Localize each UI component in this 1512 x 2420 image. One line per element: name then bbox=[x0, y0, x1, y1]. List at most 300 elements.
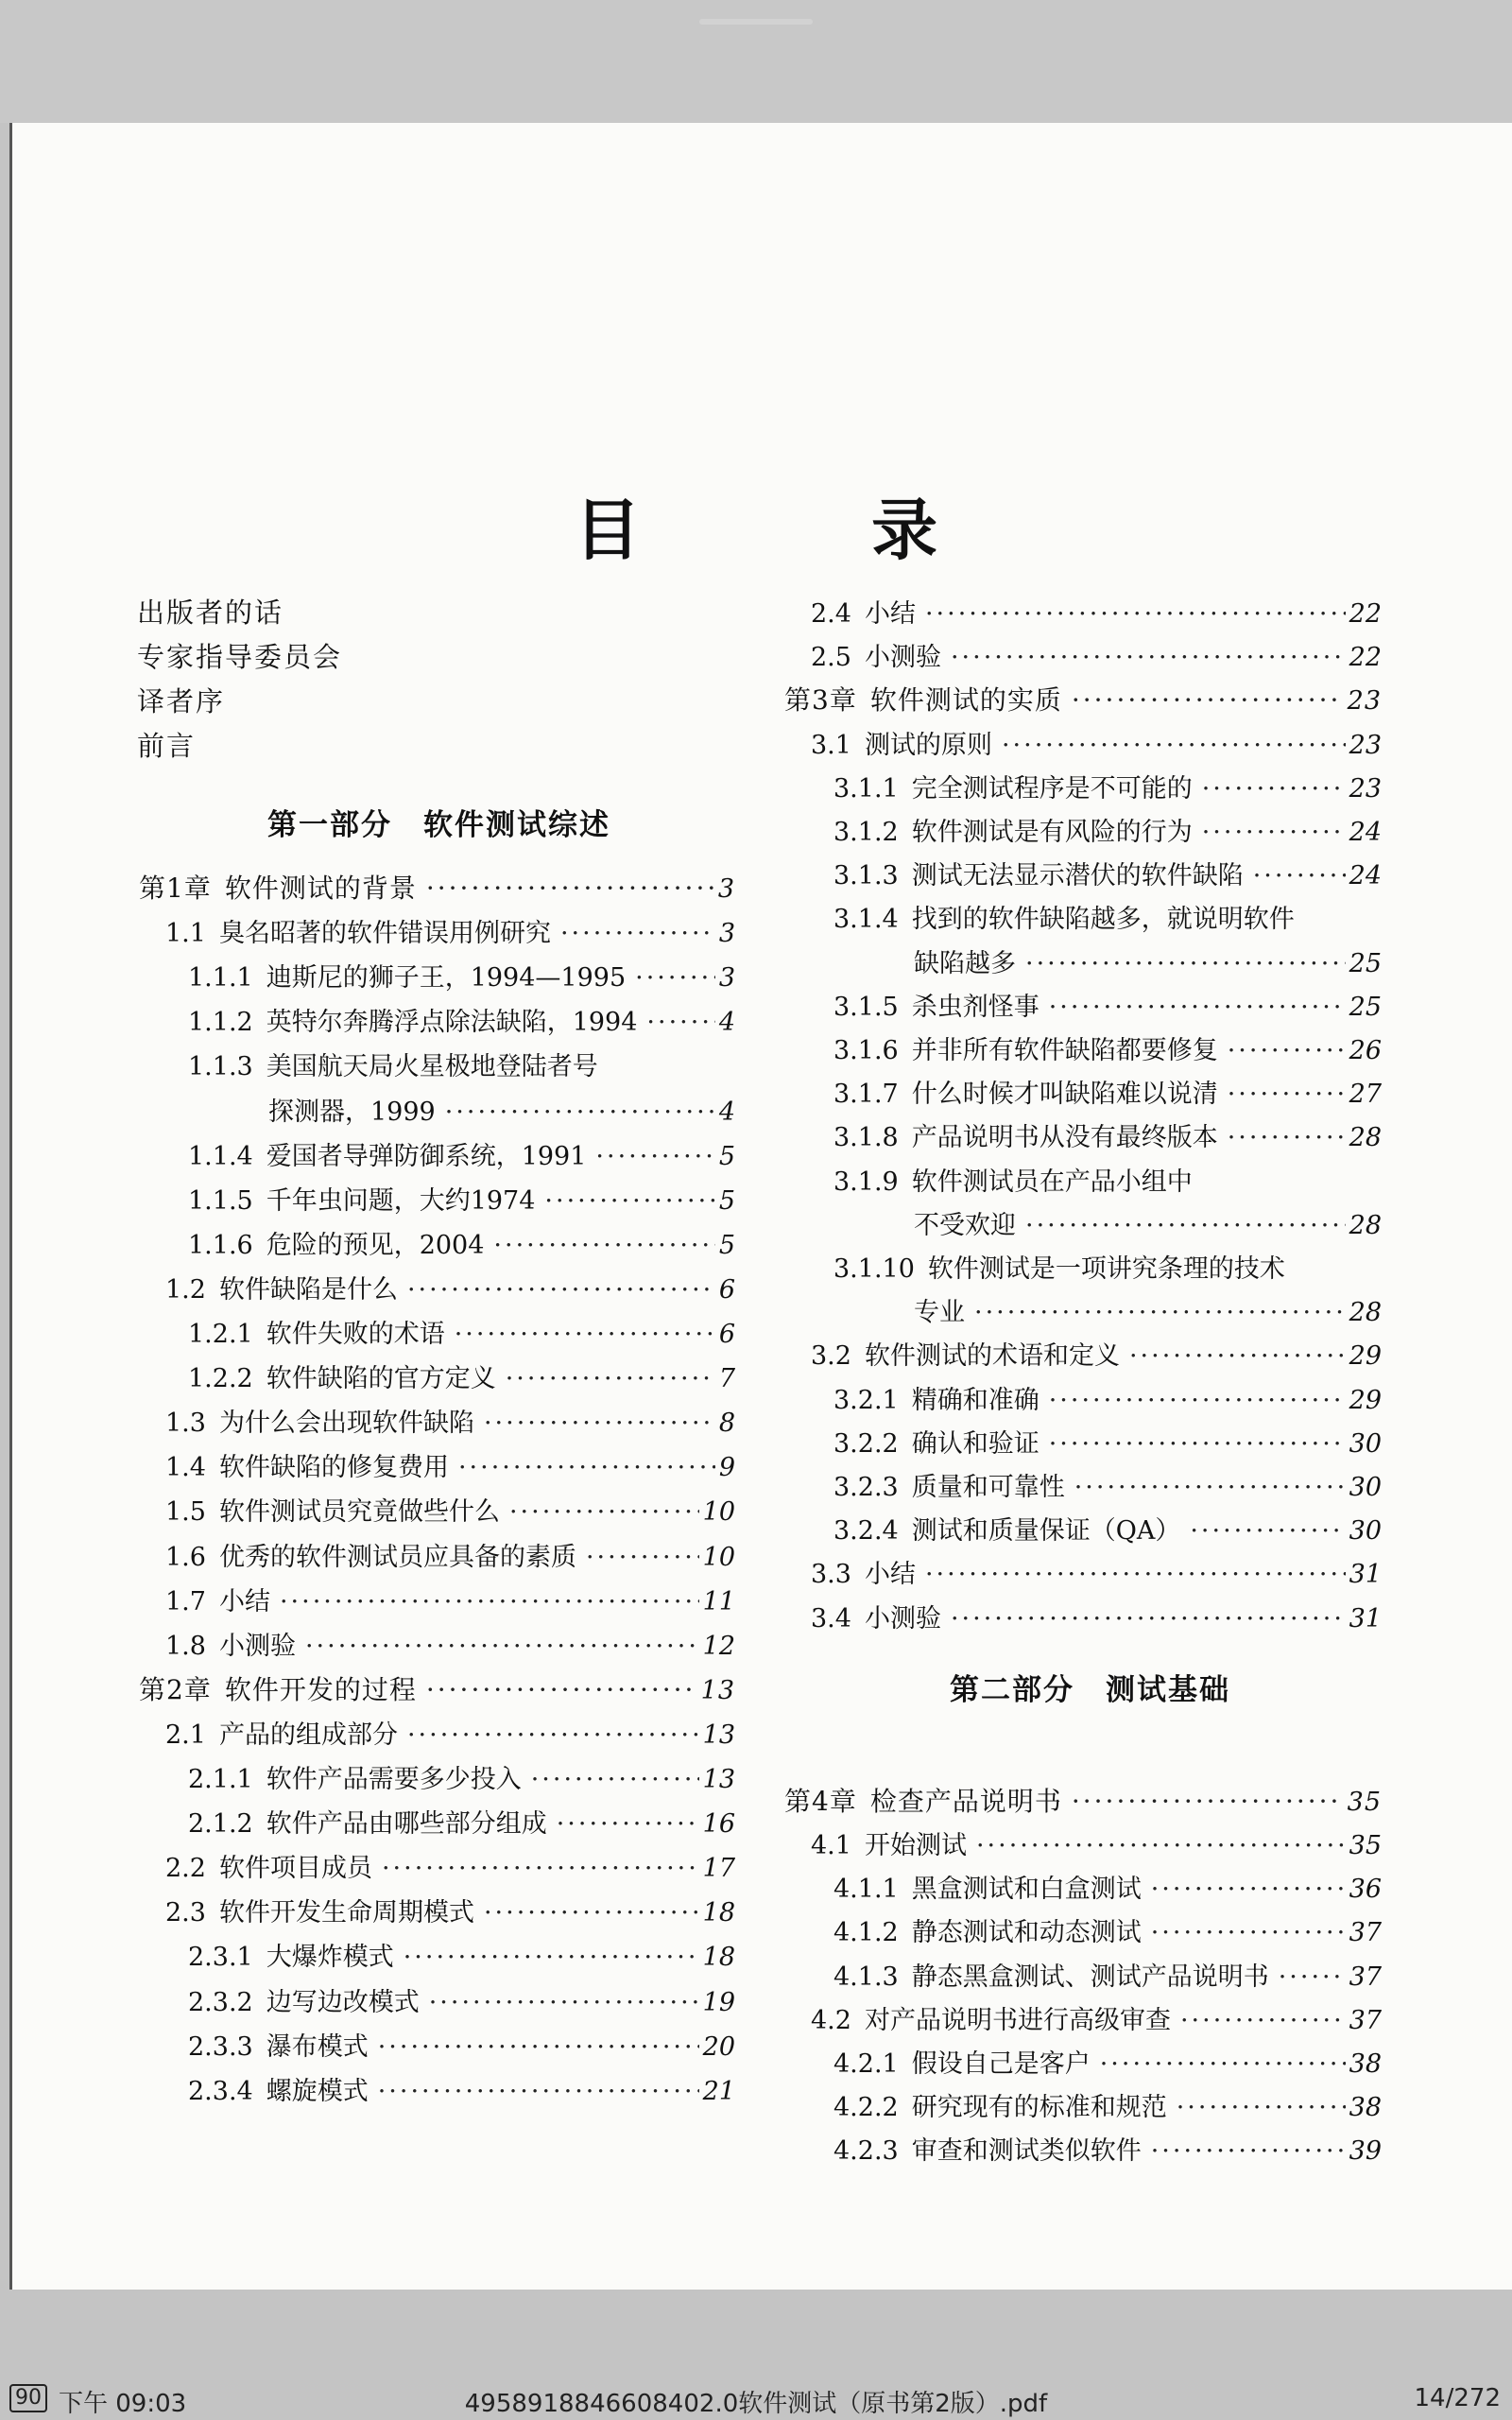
leader-dots bbox=[429, 1988, 699, 2017]
toc-entry[interactable] bbox=[833, 1911, 1382, 1948]
toc-entry-title: 千年虫问题，大约1974 bbox=[266, 1185, 536, 1216]
toc-entry[interactable] bbox=[811, 593, 1382, 630]
toc-page-number: 29 bbox=[1349, 1385, 1382, 1415]
toc-entry-title: 小结 bbox=[864, 599, 916, 629]
toc-entry-title: 测试无法显示潜伏的软件缺陷 bbox=[911, 861, 1244, 891]
toc-entry-title: 软件缺陷的官方定义 bbox=[266, 1364, 496, 1394]
toc-entry[interactable] bbox=[811, 636, 1382, 673]
toc-entry[interactable] bbox=[811, 724, 1382, 761]
toc-page-number: 3 bbox=[718, 919, 735, 949]
toc-entry-continued[interactable] bbox=[914, 942, 1382, 979]
toc-entry[interactable] bbox=[833, 768, 1382, 804]
front-matter-item[interactable]: 出版者的话 bbox=[137, 596, 284, 629]
leader-dots bbox=[493, 1231, 714, 1260]
toc-entry[interactable] bbox=[165, 1269, 735, 1305]
leader-dots bbox=[1049, 1429, 1346, 1459]
toc-entry-number: 1.1.2 bbox=[188, 1008, 253, 1038]
status-bar bbox=[0, 2373, 1512, 2420]
toc-entry-number: 1.1 bbox=[165, 919, 206, 949]
toc-entry-continued[interactable] bbox=[268, 1091, 735, 1128]
toc-entry-title: 软件产品由哪些部分组成 bbox=[266, 1809, 547, 1840]
toc-entry-title: 软件测试是一项讲究条理的技术 bbox=[927, 1254, 1285, 1284]
leader-dots bbox=[951, 1604, 1346, 1634]
toc-entry-number: 3.3 bbox=[811, 1560, 851, 1590]
leader-dots bbox=[426, 1674, 697, 1705]
toc-page-number: 39 bbox=[1349, 2136, 1382, 2167]
toc-page-number: 28 bbox=[1349, 1298, 1382, 1328]
toc-entry[interactable] bbox=[165, 1536, 735, 1573]
toc-entry-title: 小测验 bbox=[864, 643, 941, 673]
toc-entry[interactable] bbox=[833, 1161, 1382, 1198]
front-matter-item[interactable]: 译者序 bbox=[137, 685, 226, 717]
toc-page-number: 25 bbox=[1349, 992, 1382, 1022]
toc-entry[interactable] bbox=[833, 1466, 1382, 1503]
leader-dots bbox=[382, 1854, 699, 1883]
toc-page-number: 17 bbox=[702, 1854, 735, 1884]
toc-entry-number: 2.3.2 bbox=[188, 1987, 253, 2017]
toc-entry-number: 2.3 bbox=[165, 1898, 206, 1928]
toc-entry[interactable] bbox=[784, 1781, 1382, 1819]
toc-entry-number: 1.1.1 bbox=[188, 963, 253, 994]
toc-entry-number: 1.5 bbox=[165, 1497, 206, 1528]
toc-entry-number: 2.3.3 bbox=[188, 2031, 253, 2062]
toc-entry-number: 1.3 bbox=[165, 1409, 206, 1439]
toc-entry-number: 第3章 bbox=[784, 684, 857, 717]
toc-entry[interactable] bbox=[811, 1335, 1382, 1372]
toc-entry[interactable] bbox=[811, 1999, 1382, 2036]
toc-entry-title: 危险的预见，2004 bbox=[266, 1230, 485, 1260]
toc-page-number: 23 bbox=[1349, 773, 1382, 804]
toc-page-number: 5 bbox=[718, 1185, 735, 1216]
toc-entry-title: 软件产品需要多少投入 bbox=[266, 1765, 522, 1794]
toc-page-number: 23 bbox=[1349, 730, 1382, 760]
toc-entry-number: 3.1.1 bbox=[833, 773, 899, 804]
leader-dots bbox=[484, 1898, 699, 1927]
toc-entry[interactable] bbox=[833, 855, 1382, 891]
toc-entry[interactable] bbox=[833, 986, 1382, 1023]
toc-entry[interactable] bbox=[188, 1357, 735, 1394]
leader-dots bbox=[1190, 1516, 1345, 1546]
leader-dots bbox=[404, 1943, 699, 1972]
toc-entry[interactable] bbox=[165, 1491, 735, 1528]
toc-entry[interactable] bbox=[165, 1581, 735, 1617]
toc-entry-number: 3.1.5 bbox=[833, 992, 899, 1022]
toc-entry-title: 产品说明书从没有最终版本 bbox=[911, 1123, 1218, 1153]
toc-entry[interactable] bbox=[833, 1029, 1382, 1066]
leader-dots bbox=[407, 1275, 715, 1305]
toc-entry-number: 1.2.1 bbox=[188, 1320, 253, 1349]
toc-entry-title: 瀑布模式 bbox=[266, 2031, 369, 2062]
part-heading: 第二部分 测试基础 bbox=[950, 1673, 1230, 1707]
toc-page-number: 6 bbox=[718, 1274, 735, 1305]
toc-page-number: 8 bbox=[718, 1409, 735, 1439]
leader-dots bbox=[378, 2077, 699, 2106]
leader-dots bbox=[1202, 774, 1346, 804]
leader-dots bbox=[407, 1720, 699, 1750]
front-matter-item[interactable]: 专家指导委员会 bbox=[137, 641, 343, 673]
toc-entry-number: 3.1.4 bbox=[833, 905, 899, 935]
toc-entry-number: 2.3.1 bbox=[188, 1943, 253, 1973]
toc-entry-number: 3.2.1 bbox=[833, 1385, 899, 1415]
leader-dots bbox=[1228, 1036, 1346, 1065]
toc-entry[interactable] bbox=[165, 1402, 735, 1439]
toc-page-number: 31 bbox=[1349, 1603, 1382, 1634]
toc-entry[interactable] bbox=[188, 1046, 735, 1082]
toc-entry-number: 4.1.2 bbox=[833, 1918, 899, 1948]
toc-entry-number: 3.1.9 bbox=[833, 1167, 899, 1197]
toc-page-number: 10 bbox=[702, 1542, 735, 1572]
toc-entry-number: 3.1.8 bbox=[833, 1123, 899, 1153]
toc-entry-number: 1.2 bbox=[165, 1274, 206, 1305]
leader-dots bbox=[951, 643, 1346, 672]
toc-entry-number: 1.1.4 bbox=[188, 1141, 253, 1171]
leader-dots bbox=[976, 1831, 1346, 1860]
toc-page-number: 31 bbox=[1349, 1560, 1382, 1590]
toc-entry-number: 3.1.2 bbox=[833, 818, 899, 847]
leader-dots bbox=[1025, 1211, 1346, 1240]
toc-page-number: 6 bbox=[718, 1320, 735, 1349]
toc-entry-title: 爱国者导弹防御系统，1991 bbox=[266, 1141, 587, 1171]
toc-page-number: 13 bbox=[702, 1765, 735, 1794]
toc-page-number: 38 bbox=[1349, 2049, 1382, 2079]
toc-entry[interactable] bbox=[165, 1446, 735, 1483]
leader-dots bbox=[1100, 2049, 1346, 2079]
toc-page-number: 18 bbox=[702, 1943, 735, 1973]
toc-page-number: 20 bbox=[702, 2031, 735, 2062]
toc-entry[interactable] bbox=[188, 2026, 735, 2063]
leader-dots bbox=[458, 1453, 715, 1482]
front-matter-item[interactable]: 前言 bbox=[137, 730, 197, 762]
toc-entry-title: 开始测试 bbox=[864, 1831, 967, 1860]
toc-page-number: 19 bbox=[702, 1987, 735, 2017]
toc-entry[interactable] bbox=[188, 2070, 735, 2107]
toc-entry[interactable] bbox=[811, 1553, 1382, 1590]
toc-entry-title: 美国航天局火星极地登陆者号 bbox=[266, 1052, 598, 1082]
leader-dots bbox=[426, 873, 714, 904]
toc-entry-number: 1.1.3 bbox=[188, 1052, 253, 1082]
toc-page-number: 37 bbox=[1349, 1962, 1382, 1992]
leader-dots bbox=[974, 1298, 1346, 1327]
toc-entry-title: 优秀的软件测试员应具备的素质 bbox=[218, 1542, 576, 1572]
leader-dots bbox=[305, 1632, 699, 1661]
toc-page-number: 30 bbox=[1349, 1473, 1382, 1502]
toc-page-number: 3 bbox=[717, 874, 735, 904]
leader-dots bbox=[635, 963, 715, 993]
toc-entry[interactable] bbox=[188, 957, 735, 994]
toc-entry[interactable] bbox=[139, 1669, 735, 1707]
toc-page-number: 21 bbox=[702, 2076, 735, 2106]
toc-entry[interactable] bbox=[833, 2130, 1382, 2167]
toc-entry-number: 4.2.2 bbox=[833, 2093, 899, 2123]
toc-entry-title: 缺陷越多 bbox=[914, 948, 1016, 978]
toc-entry-title: 软件测试员究竟做些什么 bbox=[218, 1497, 500, 1528]
toc-entry-number: 第2章 bbox=[139, 1673, 212, 1705]
leader-dots bbox=[445, 1098, 715, 1127]
toc-page-number: 37 bbox=[1349, 1918, 1382, 1948]
toc-entry-number: 3.4 bbox=[811, 1603, 851, 1634]
toc-entry-title: 边写边改模式 bbox=[266, 1987, 420, 2017]
toc-page-number: 18 bbox=[702, 1898, 735, 1928]
toc-page-number: 5 bbox=[718, 1141, 735, 1171]
toc-entry-number: 3.2.3 bbox=[833, 1473, 899, 1502]
toc-entry[interactable] bbox=[833, 1248, 1382, 1285]
leader-dots bbox=[1228, 1123, 1346, 1152]
toc-page-number: 35 bbox=[1347, 1787, 1382, 1817]
toc-entry-title: 确认和验证 bbox=[911, 1428, 1040, 1459]
leader-dots bbox=[925, 599, 1346, 629]
toc-entry-title: 静态测试和动态测试 bbox=[911, 1918, 1142, 1948]
toc-page-number: 36 bbox=[1349, 1875, 1382, 1905]
toc-entry-number: 3.2.2 bbox=[833, 1428, 899, 1459]
leader-dots bbox=[544, 1186, 714, 1216]
leader-dots bbox=[1151, 1875, 1346, 1904]
toc-page-number: 22 bbox=[1349, 643, 1382, 673]
leader-dots bbox=[560, 919, 715, 948]
toc-entry[interactable] bbox=[833, 1073, 1382, 1110]
toc-entry-number: 3.1.10 bbox=[833, 1254, 915, 1284]
toc-entry[interactable] bbox=[833, 811, 1382, 848]
toc-entry[interactable] bbox=[833, 2086, 1382, 2123]
leader-dots bbox=[1228, 1080, 1346, 1109]
toc-entry-number: 3.1 bbox=[811, 730, 851, 760]
toc-page-number: 16 bbox=[702, 1809, 735, 1840]
toc-page-number: 28 bbox=[1349, 1123, 1382, 1153]
toc-entry-title: 迪斯尼的狮子王，1994—1995 bbox=[266, 963, 627, 994]
toc-page-number: 13 bbox=[700, 1675, 735, 1705]
leader-dots bbox=[595, 1142, 714, 1171]
toc-entry-number: 1.2.2 bbox=[188, 1364, 253, 1394]
toc-page-number: 38 bbox=[1349, 2093, 1382, 2123]
toc-entry-number: 2.1 bbox=[165, 1720, 206, 1750]
toc-entry-number: 4.1.3 bbox=[833, 1962, 899, 1992]
toc-entry-title: 为什么会出现软件缺陷 bbox=[218, 1409, 474, 1439]
toc-page-number: 25 bbox=[1349, 948, 1382, 978]
toc-page-number: 29 bbox=[1349, 1341, 1382, 1372]
toc-entry[interactable] bbox=[833, 1510, 1382, 1547]
toc-entry-title: 找到的软件缺陷越多，就说明软件 bbox=[911, 905, 1295, 935]
leader-dots bbox=[646, 1008, 714, 1037]
toc-entry[interactable] bbox=[784, 680, 1382, 717]
toc-entry-title: 软件测试的术语和定义 bbox=[864, 1341, 1120, 1372]
toc-entry-number: 1.1.6 bbox=[188, 1230, 253, 1260]
toc-entry-title: 软件项目成员 bbox=[218, 1854, 372, 1884]
leader-dots bbox=[1072, 1786, 1344, 1817]
toc-page-number: 30 bbox=[1349, 1428, 1382, 1459]
leader-dots bbox=[1202, 818, 1346, 847]
toc-entry-title: 静态黑盒测试、测试产品说明书 bbox=[911, 1962, 1269, 1992]
toc-entry-number: 2.4 bbox=[811, 599, 851, 629]
toc-page-number: 3 bbox=[718, 963, 735, 994]
toc-entry-title: 测试的原则 bbox=[864, 730, 992, 760]
toc-entry-title: 杀虫剂怪事 bbox=[911, 992, 1040, 1022]
toc-entry-title: 小结 bbox=[218, 1586, 270, 1616]
toc-entry-title: 探测器，1999 bbox=[268, 1097, 436, 1127]
toc-entry[interactable] bbox=[833, 1116, 1382, 1153]
page-title: 目 录 bbox=[574, 491, 1042, 569]
toc-entry-title: 软件缺陷是什么 bbox=[218, 1274, 398, 1305]
toc-entry[interactable] bbox=[188, 1758, 735, 1795]
page-counter[interactable]: 14/272 bbox=[1414, 2384, 1501, 2412]
toc-entry-title: 软件测试的实质 bbox=[869, 684, 1062, 717]
toc-entry-title: 小测验 bbox=[218, 1631, 296, 1661]
toc-entry-number: 3.1.7 bbox=[833, 1080, 899, 1110]
toc-entry-continued[interactable] bbox=[914, 1291, 1382, 1328]
toc-entry-number: 4.1.1 bbox=[833, 1875, 899, 1905]
toc-entry[interactable] bbox=[833, 898, 1382, 935]
toc-entry[interactable] bbox=[833, 1379, 1382, 1416]
toc-entry[interactable] bbox=[811, 1824, 1382, 1861]
toc-entry[interactable] bbox=[165, 912, 735, 949]
toc-page-number: 10 bbox=[702, 1497, 735, 1528]
toc-entry[interactable] bbox=[833, 1868, 1382, 1905]
drag-handle[interactable] bbox=[699, 19, 813, 25]
clock: 下午 09:03 bbox=[59, 2390, 187, 2418]
toc-entry-number: 2.3.4 bbox=[188, 2076, 253, 2106]
toc-page-number: 24 bbox=[1349, 818, 1382, 847]
toc-page-number: 23 bbox=[1347, 686, 1382, 717]
toc-entry-title: 完全测试程序是不可能的 bbox=[911, 773, 1193, 804]
toc-entry-number: 3.2.4 bbox=[833, 1516, 899, 1547]
toc-entry-number: 4.2.1 bbox=[833, 2049, 899, 2079]
toc-page-number: 24 bbox=[1349, 861, 1382, 891]
toc-entry-title: 质量和可靠性 bbox=[911, 1473, 1065, 1502]
toc-entry-number: 2.1.2 bbox=[188, 1809, 253, 1840]
file-name: 4958918846608402.0软件测试（原书第2版）.pdf bbox=[464, 2390, 1048, 2418]
leader-dots bbox=[531, 1765, 699, 1794]
leader-dots bbox=[1180, 2006, 1346, 2035]
toc-entry[interactable] bbox=[833, 1956, 1382, 1993]
toc-entry-number: 3.1.6 bbox=[833, 1036, 899, 1065]
leader-dots bbox=[1002, 731, 1346, 760]
leader-dots bbox=[1151, 2136, 1346, 2166]
toc-entry-title: 检查产品说明书 bbox=[869, 1785, 1062, 1817]
toc-entry-title: 英特尔奔腾浮点除法缺陷，1994 bbox=[266, 1008, 638, 1038]
toc-entry-title: 软件测试是有风险的行为 bbox=[911, 818, 1193, 847]
toc-page-number: 22 bbox=[1349, 599, 1382, 629]
toc-entry-title: 专业 bbox=[914, 1298, 965, 1328]
toc-page-number: 9 bbox=[718, 1453, 735, 1483]
toc-page-number: 35 bbox=[1349, 1831, 1382, 1860]
toc-entry-number: 1.4 bbox=[165, 1453, 206, 1483]
toc-entry[interactable] bbox=[188, 1180, 735, 1217]
toc-page-number: 5 bbox=[718, 1230, 735, 1260]
notification-badge: 90 bbox=[9, 2384, 47, 2412]
toc-entry-title: 大爆炸模式 bbox=[266, 1943, 394, 1973]
toc-entry-number: 1.6 bbox=[165, 1542, 206, 1572]
front-matter bbox=[137, 591, 342, 769]
toc-entry[interactable] bbox=[811, 1598, 1382, 1634]
toc-entry-number: 1.8 bbox=[165, 1631, 206, 1661]
toc-page-number: 30 bbox=[1349, 1516, 1382, 1547]
toc-entry-title: 精确和准确 bbox=[911, 1385, 1040, 1415]
toc-entry-title: 测试和质量保证（QA） bbox=[911, 1516, 1181, 1547]
toc-entry-title: 臭名昭著的软件错误用例研究 bbox=[218, 919, 551, 949]
toc-entry[interactable] bbox=[188, 1803, 735, 1840]
leader-dots bbox=[1253, 861, 1346, 890]
toc-entry-number: 1.7 bbox=[165, 1586, 206, 1616]
toc-entry-title: 螺旋模式 bbox=[266, 2076, 369, 2106]
toc-entry-number: 2.1.1 bbox=[188, 1765, 253, 1794]
toc-entry[interactable] bbox=[188, 1981, 735, 2018]
toc-entry-number: 3.2 bbox=[811, 1341, 851, 1372]
toc-page-number: 37 bbox=[1349, 2005, 1382, 2035]
toc-page-number: 26 bbox=[1349, 1036, 1382, 1065]
toc-entry-number: 4.1 bbox=[811, 1831, 851, 1860]
toc-entry-continued[interactable] bbox=[914, 1204, 1382, 1241]
toc-entry[interactable] bbox=[165, 1892, 735, 1928]
toc-entry-title: 软件开发生命周期模式 bbox=[218, 1898, 474, 1928]
toc-entry-title: 软件失败的术语 bbox=[266, 1320, 445, 1349]
toc-entry[interactable] bbox=[165, 1847, 735, 1884]
toc-entry-title: 软件开发的过程 bbox=[224, 1673, 417, 1705]
toc-entry-title: 研究现有的标准和规范 bbox=[911, 2093, 1167, 2123]
leader-dots bbox=[378, 2032, 699, 2062]
toc-page-number: 12 bbox=[702, 1631, 735, 1661]
part-heading: 第一部分 软件测试综述 bbox=[267, 808, 610, 842]
leader-dots bbox=[455, 1320, 715, 1349]
leader-dots bbox=[509, 1497, 699, 1527]
toc-entry-number: 第1章 bbox=[139, 873, 212, 904]
toc-entry[interactable] bbox=[165, 1625, 735, 1662]
top-bar bbox=[0, 0, 1512, 123]
toc-entry-title: 黑盒测试和白盒测试 bbox=[911, 1875, 1142, 1905]
toc-entry[interactable] bbox=[188, 1313, 735, 1350]
toc-entry-title: 对产品说明书进行高级审查 bbox=[864, 2005, 1171, 2035]
toc-entry-title: 软件缺陷的修复费用 bbox=[218, 1453, 449, 1483]
toc-entry-title: 软件测试员在产品小组中 bbox=[911, 1167, 1193, 1197]
toc-entry-title: 小结 bbox=[864, 1560, 916, 1590]
leader-dots bbox=[1025, 949, 1346, 978]
leader-dots bbox=[1049, 1386, 1346, 1415]
toc-entry-title: 不受欢迎 bbox=[914, 1210, 1016, 1240]
toc-entry[interactable] bbox=[165, 1714, 735, 1751]
toc-entry[interactable] bbox=[139, 868, 735, 906]
toc-entry-title: 什么时候才叫缺陷难以说清 bbox=[911, 1080, 1218, 1110]
toc-entry[interactable] bbox=[188, 1001, 735, 1038]
toc-entry-title: 软件测试的背景 bbox=[224, 873, 417, 904]
toc-entry-number: 4.2.3 bbox=[833, 2136, 899, 2167]
leader-dots bbox=[1279, 1962, 1346, 1992]
toc-entry-number: 2.2 bbox=[165, 1854, 206, 1884]
toc-entry[interactable] bbox=[188, 1936, 735, 1973]
leader-dots bbox=[1129, 1341, 1346, 1371]
leader-dots bbox=[1072, 684, 1344, 716]
toc-entry-title: 并非所有软件缺陷都要修复 bbox=[911, 1036, 1218, 1065]
leader-dots bbox=[484, 1409, 715, 1438]
leader-dots bbox=[1151, 1918, 1346, 1947]
toc-entry-number: 4.2 bbox=[811, 2005, 851, 2035]
leader-dots bbox=[557, 1809, 699, 1839]
leader-dots bbox=[280, 1587, 699, 1616]
toc-entry-number: 2.5 bbox=[811, 643, 851, 673]
toc-entry[interactable] bbox=[833, 2043, 1382, 2080]
toc-page-number: 4 bbox=[718, 1097, 735, 1127]
leader-dots bbox=[1049, 993, 1346, 1022]
toc-page-number: 27 bbox=[1349, 1080, 1382, 1110]
toc-entry-title: 小测验 bbox=[864, 1603, 941, 1634]
leader-dots bbox=[925, 1560, 1346, 1589]
leader-dots bbox=[586, 1543, 699, 1572]
toc-entry[interactable] bbox=[833, 1423, 1382, 1460]
toc-entry-number: 3.1.3 bbox=[833, 861, 899, 891]
toc-entry-title: 产品的组成部分 bbox=[218, 1720, 398, 1750]
toc-entry-title: 假设自己是客户 bbox=[911, 2049, 1091, 2079]
toc-entry[interactable] bbox=[188, 1135, 735, 1172]
toc-page-number: 28 bbox=[1349, 1210, 1382, 1240]
leader-dots bbox=[506, 1364, 715, 1393]
toc-entry[interactable] bbox=[188, 1224, 735, 1261]
toc-page-number: 7 bbox=[718, 1364, 735, 1394]
